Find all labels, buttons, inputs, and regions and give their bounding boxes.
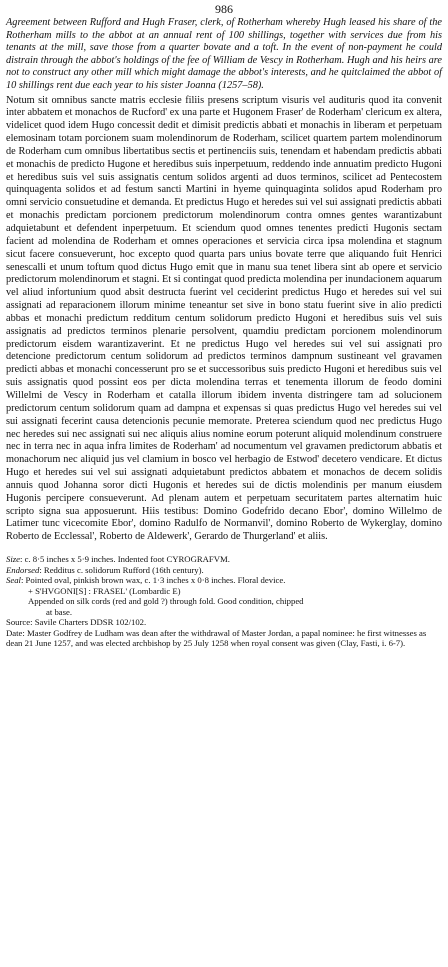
endorsed-label: Endorsed	[6, 564, 40, 575]
charter-notes	[6, 554, 442, 649]
source-note: Source: Savile Charters DDSR 102/102.	[6, 617, 147, 628]
size-note	[6, 554, 442, 565]
seal-note	[6, 575, 442, 586]
seal-appended-cont: at base.	[46, 606, 73, 617]
charter-latin-text: Notum sit omnibus sancte matris ecclesie filiis presens scriptum visuris vel audituris quod ita convenit inter abbatem et monachos de Rucford' ex una parte et Hugonem Fraser' de Roderham' clericum ex altera, videlicet quod idem Hugo concessit dedit et dimisit predictis abbati et monachis in liberam et perpetuam elemosinam totam porcionem suam molendinorum de Roderham, scilicet quartem partem molendinorum de Roderham cum omnibus libertatibus sectis et pertinenciis suis, tenendam et habendam predictis abbati et monachis de predicto Hugone et heredibus suis inperpetuum, reddendo inde annuatim predicto Hugoni et heredibus suis vel suis assignatis centum solidos argenti ad duos terminos, scilicet ad Pentecostem quinquagenta solidos et ad festum sancti Martini in hyeme quinquaginta solidos apud Roderham pro omni servicio consuetudine et demanda. Et predictus Hugo et heredes sui vel sui assignati predictis abbati et monachis predictam porcionem predictorum molendinorum contra omnes gentes warantizabunt adquietabunt et defendent inperpetuum. Et sciendum quod omnes tenentes predicti Hugonis sectam facient ad molendina de Roderham et omnes operaciones et servicia circa ipsa molendina et stagnum sicut facere consueverunt, hoc excepto quod quarta pars unius bovate terre que aliquando fuit Henrici senescalli et unum toftum quod dictus Hugo emit que in manu sua tenet libera sint ab opere et servicio predictorum molendinorum et stagni. Et si contingat quod predicta molendina per inundacionem aquarum vel aliud infortunium quod absit destructa fuerint vel ceciderint predictus Hugo et heredes sui vel sui assignati ad reparacionem illorum minime teneantur set sive in bono statu fuerint sive in alio predicti abbas et monachi predictum redditum centum solidorum predicto Hugoni et heredibus suis vel suis assignatis ad predictos terminos plenarie persolvent, quamdiu predictam porcionem molendinorum predictorum eisdem warantizaverint. Et ne predictus Hugo vel heredes sui vel sui assignati pro detencione predictorum centum solidorum ad predictos terminos dampnum sustineant vel gravamen predicti abbas et monachi concesserunt pro se et successoribus suis predicto Hugoni et heredibus suis vel suis assignatis quod possint eos per dicta molendina terras et tenementa illorum de feodo domini Willelmi de Vescy in Roderham et catalla illorum ibidem inventa distringere tam ad solucionem predictorum centum solidorum quam ad dampna et expensas si quas predictus Hugo vel heredes sui vel sui assignati fecerint causa detencionis pecunie memorate. Preterea sciendum quod nec predictus Hugo nec heredes sui nec assignati sui nec aliquis alius nomine eorum poterunt aliquid molendinum construere nec in terra nec in aqua infra limites de Roderham' ad nocumentum vel gravamen predictorum abbatis et monachorum nec aliquid jus vel clamium in bosco vel herbagio de Estwod' decetero vendicare. Et dictus Hugo et heredes sui vel sui assignati adquietabunt predictos abbatem et monachos de decem solidis annuis quod Johanna soror dicti Hugonis et heredes sui de dictis molendinis per manum eiusdem Hugonis percipere consueverunt. Ad plenam autem et perpetuam securitatem partes alternatim huic scripto signa sua apposuerunt. Hiis testibus: Domino Godefrido decano Ebor', domino Willelmo de Latimer tunc vicecomite Ebor', domino Radulfo de Normanvil', domino Roberto de Wykerglay, domino Roberto de Ecclessal', Roberto de Aldewerk', Gerardo de Thurgerland' et aliis.	[6, 94, 442, 543]
endorsed-text: : Redditus c. solidorum Rufford (16th century).	[39, 564, 204, 575]
seal-label: Seal	[6, 575, 21, 586]
seal-legend: + S'HVGONI[S] : FRASEL' (Lombardic E)	[28, 585, 181, 596]
seal-appended: Appended on silk cords (red and gold ?) through fold. Good condition, chipped	[28, 596, 304, 607]
page-number: 986	[215, 2, 233, 16]
date-note: Date: Master Godfrey de Ludham was dean after the withdrawal of Master Jordan, a papal nominee: he first witnesses as dean 21 June 1257, and was elected archbishop by 25 July 1258 when royal consent was given (Clay, Fasti, i. 6-7).	[6, 627, 427, 649]
charter-summary: Agreement between Rufford and Hugh Fraser, clerk, of Rotherham whereby Hugh leased his share of the Rotherham mills to the abbot at an annual rent of 100 shillings, together with services due from his tenants at the mill, save those from a quarter bovate and a toft. In the event of non-payment he could distrain through the abbot's holdings of the fee of William de Vescy in Rotherham. Hugh and his heirs are not to construct any other mill which might damage the abbot's interests, and he quitclaimed the abbot of 10 shillings rent due each year to his sister Joanna (1257–58).	[6, 17, 442, 91]
seal-text: : Pointed oval, pinkish brown wax, c. 1·3 inches x 0·8 inches. Floral device.	[20, 575, 286, 586]
endorsed-note	[6, 565, 442, 576]
size-text: : c. 8·5 inches x 5·9 inches. Indented foot CYROGRAFVM.	[20, 554, 230, 565]
size-label: Size	[6, 554, 20, 565]
